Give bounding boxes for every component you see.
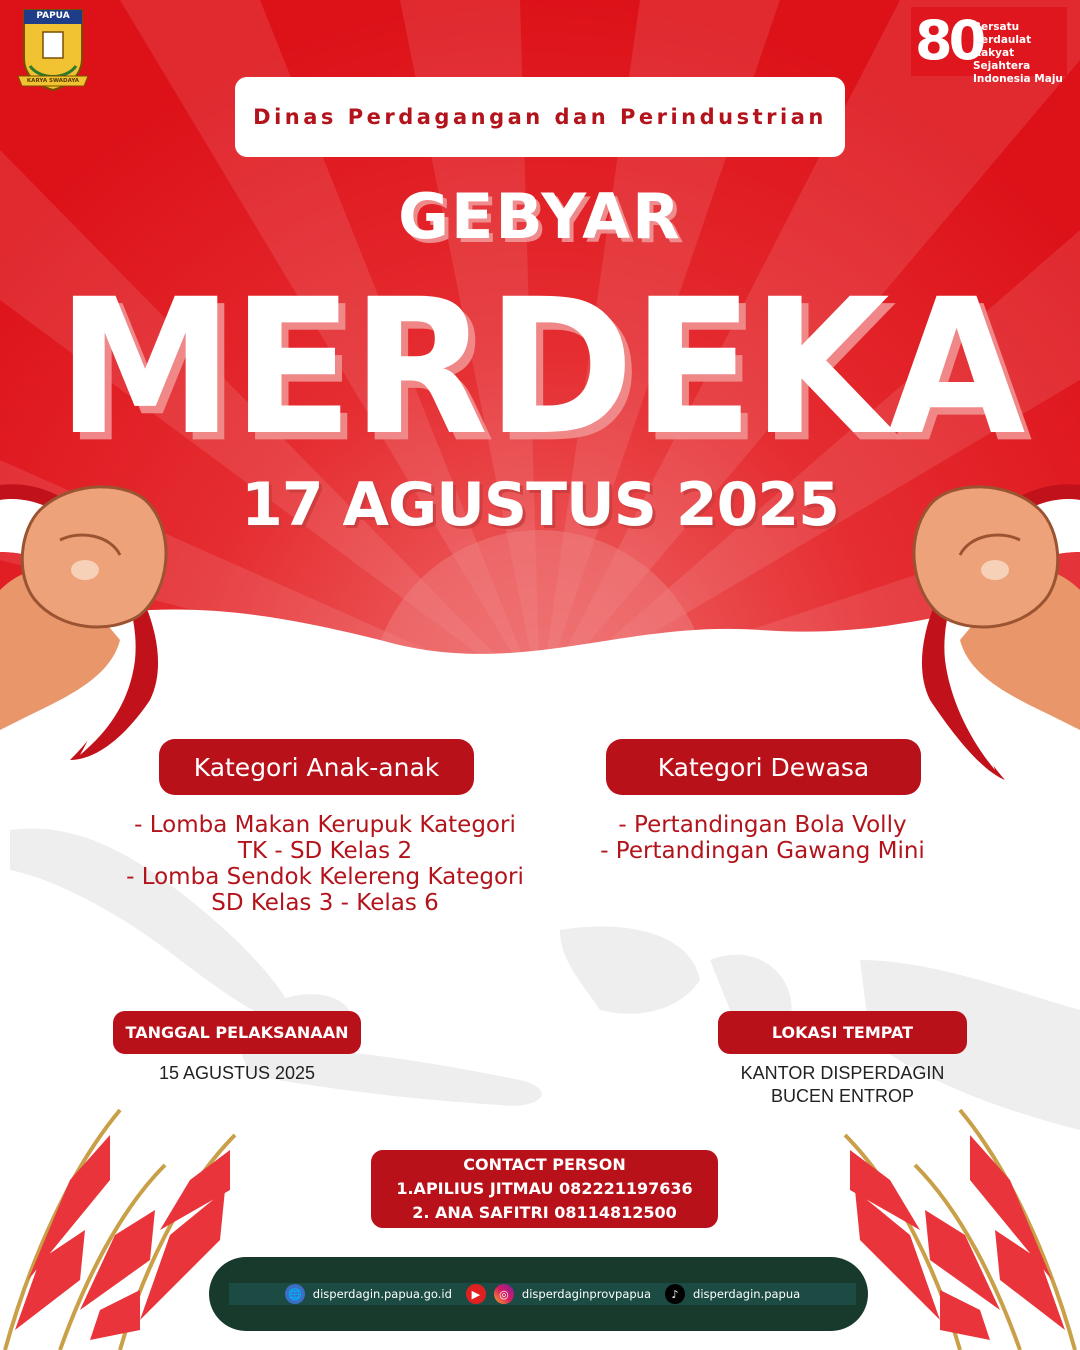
location-line: KANTOR DISPERDAGIN — [740, 1063, 945, 1083]
list-item: - Lomba Makan Kerupuk Kategori — [134, 812, 516, 838]
category-adults-title — [606, 739, 921, 795]
contact-entry: 1.APILIUS JITMAU 082221197636 — [396, 1179, 693, 1198]
hero-date: 17 AGUSTUS 2025 — [241, 470, 839, 540]
event-location-label: LOKASI TEMPAT — [771, 1023, 914, 1042]
instagram-icon[interactable]: ◎ — [494, 1284, 514, 1304]
event-date-label: TANGGAL PELAKSANAAN — [125, 1023, 349, 1042]
category-kids-list — [100, 812, 550, 916]
list-item: - Pertandingan Gawang Mini — [600, 838, 925, 864]
event-date-badge — [113, 1011, 361, 1054]
emblem-motto: KARYA SWADAYA — [26, 78, 80, 84]
tagline-line: Bersatu Berdaulat — [973, 21, 1032, 46]
social-links — [229, 1283, 856, 1305]
instagram-handle[interactable]: disperdaginprovpapua — [521, 1287, 652, 1301]
list-item: SD Kelas 3 - Kelas 6 — [211, 890, 439, 916]
hut-ri-80-logo — [911, 7, 1067, 85]
event-date-value: 15 AGUSTUS 2025 — [158, 1063, 316, 1083]
website-link[interactable]: disperdagin.papua.go.id — [312, 1287, 452, 1301]
list-item: TK - SD Kelas 2 — [237, 838, 413, 864]
footer-social-bar — [209, 1257, 868, 1331]
tiktok-handle[interactable]: disperdagin.papua — [693, 1287, 801, 1301]
globe-icon: 🌐 — [285, 1284, 305, 1304]
category-kids-title — [159, 739, 474, 795]
agency-name: Dinas Perdagangan dan Perindustrian — [253, 105, 827, 129]
tiktok-icon[interactable]: ♪ — [665, 1284, 685, 1304]
logo-number: 80 — [915, 9, 983, 72]
papua-emblem-logo — [16, 6, 90, 94]
category-adults-list — [560, 812, 965, 864]
tagline-line: Rakyat Sejahtera — [973, 47, 1031, 72]
event-location-badge — [718, 1011, 967, 1054]
agency-banner — [235, 77, 845, 157]
emblem-label: PAPUA — [36, 11, 70, 21]
category-adults-label: Kategori Dewasa — [657, 752, 870, 782]
tagline-line: Indonesia Maju — [973, 73, 1063, 85]
logo-tagline — [973, 21, 1067, 86]
event-location-value — [718, 1062, 967, 1108]
contact-title: CONTACT PERSON — [463, 1155, 626, 1174]
hero-gebyar: GEBYAR — [398, 180, 682, 253]
hero-merdeka: MERDEKA — [56, 258, 1024, 477]
list-item: - Pertandingan Bola Volly — [618, 812, 907, 838]
youtube-icon[interactable]: ▶ — [466, 1284, 486, 1304]
location-line: BUCEN ENTROP — [770, 1086, 914, 1106]
category-kids-label: Kategori Anak-anak — [193, 752, 440, 782]
list-item: - Lomba Sendok Kelereng Kategori — [126, 864, 524, 890]
contact-person-box — [371, 1150, 718, 1228]
contact-entry: 2. ANA SAFITRI 08114812500 — [412, 1203, 677, 1222]
